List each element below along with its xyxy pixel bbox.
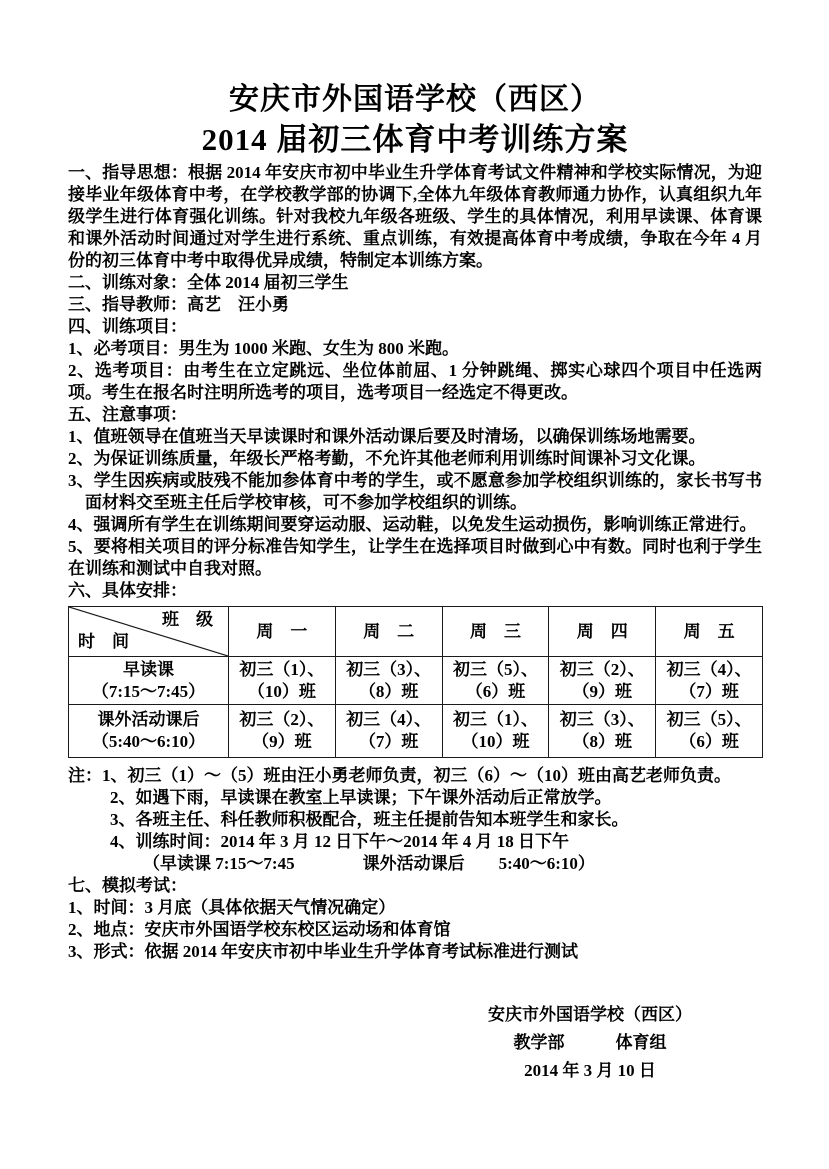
para-notice-5: 5、要将相关项目的评分标准告知学生，让学生在选择项目时做到心中有数。同时也利于学生在训练和测试中自我对照。 [68,537,762,578]
para-training-items-heading: 四、训练项目： [68,317,187,336]
signature-school: 安庆市外国语学校（西区） [488,1005,692,1024]
para-guiding-principle: 一、指导思想：根据 2014 年安庆市初中毕业生升学体育考试文件精神和学校实际情况，为迎接毕业年级体育中考，在学校教学部的协调下,全体九年级体育教师通力协作，认真组织九年级学生进行体育强化训练。针对我校九年级各班级、学生的具体情况，利用早读课、体育课和课外活动时间通过对学生进行系统、重点训练，有效提高体育中考成绩，争取在今年 4 月份的初三体育中考中取得优异成绩，特制定本训练方案。 [68,163,762,270]
row-label-morning-reading: 早读课 （7:15～7:45） [69,657,229,705]
table-row-after-activity [69,705,763,758]
corner-label-class: 班 级 [162,610,213,629]
schedule-cell: 初三（3）、 （8）班 [335,657,442,705]
para-notice-1: 1、值班领导在值班当天早读课时和课外活动课后要及时清场，以确保训练场地需要。 [68,427,706,446]
table-header-thursday: 周 四 [549,607,656,657]
schedule-cell: 初三（5）、 （6）班 [656,705,763,758]
para-schedule-heading: 六、具体安排： [68,581,187,600]
schedule-cell: 初三（5）、 （6）班 [442,657,549,705]
note-4: 4、训练时间：2014 年 3 月 12 日下午～2014 年 4 月 18 日下午 [110,832,569,851]
schedule-cell: 初三（2）、 （9）班 [549,657,656,705]
schedule-table [68,606,763,758]
schedule-cell: 初三（1）、 （10）班 [442,705,549,758]
signature-block [460,1001,720,1085]
document-body [68,162,762,1085]
table-header-wednesday: 周 三 [442,607,549,657]
note-2: 2、如遇下雨，早读课在教室上早读课；下午课外活动后正常放学。 [110,788,612,807]
row-label-after-activity: 课外活动课后 （5:40～6:10） [69,705,229,758]
para-training-target: 二、训练对象：全体 2014 届初三学生 [68,273,349,292]
schedule-cell: 初三（4）、 （7）班 [656,657,763,705]
schedule-cell: 初三（2）、 （9）班 [229,705,336,758]
para-mock-exam-time: 1、时间：3 月底（具体依据天气情况确定） [68,898,396,917]
corner-label-time: 时 间 [78,632,129,651]
table-header-friday: 周 五 [656,607,763,657]
para-notice-heading: 五、注意事项： [68,405,187,424]
para-notice-2: 2、为保证训练质量，年级长严格考勤，不允许其他老师利用训练时间课补习文化课。 [68,449,706,468]
document-subtitle: 2014 届初三体育中考训练方案 [201,122,629,157]
para-mock-exam-format: 3、形式：依据 2014 年安庆市初中毕业生升学体育考试标准进行测试 [68,942,578,961]
para-notice-4: 4、强调所有学生在训练期间要穿运动服、运动鞋，以免发生运动损伤，影响训练正常进行。 [68,515,757,534]
para-optional-item: 2、选考项目：由考生在立定跳远、坐位体前屈、1 分钟跳绳、掷实心球四个项目中任选两项。考生在报名时注明所选考的项目，选考项目一经选定不得更改。 [68,361,762,402]
table-header-tuesday: 周 二 [335,607,442,657]
schedule-cell: 初三（1）、 （10）班 [229,657,336,705]
schedule-cell: 初三（3）、 （8）班 [549,705,656,758]
para-mock-exam-heading: 七、模拟考试： [68,876,187,895]
document-title: 安庆市外国语学校（西区） [229,83,601,116]
notes-block [68,765,762,875]
note-3: 3、各班主任、科任教师积极配合，班主任提前告知本班学生和家长。 [110,810,629,829]
para-required-item: 1、必考项目：男生为 1000 米跑、女生为 800 米跑。 [68,339,459,358]
diagonal-divider-line [69,607,228,656]
para-mock-exam-place: 2、地点：安庆市外国语学校东校区运动场和体育馆 [68,920,451,939]
signature-date: 2014 年 3 月 10 日 [524,1061,656,1080]
para-notice-3: 3、学生因疾病或肢残不能加参体育中考的学生，或不愿意参加学校组织训练的，家长书写书面材料交至班主任后学校审核，可不参加学校组织的训练。 [68,471,762,512]
signature-departments: 教学部 体育组 [513,1033,667,1052]
para-instructors: 三、指导教师：高艺 汪小勇 [68,295,289,314]
schedule-cell: 初三（4）、 （7）班 [335,705,442,758]
note-4-times: （早读课 7:15～7:45 课外活动课后 5:40～6:10） [143,854,595,873]
table-header-monday: 周 一 [229,607,336,657]
note-1: 注：1、初三（1）～（5）班由汪小勇老师负责，初三（6）～（10）班由高艺老师负责。 [68,766,731,785]
table-corner-cell [69,607,229,657]
table-row-morning-reading [69,657,763,705]
